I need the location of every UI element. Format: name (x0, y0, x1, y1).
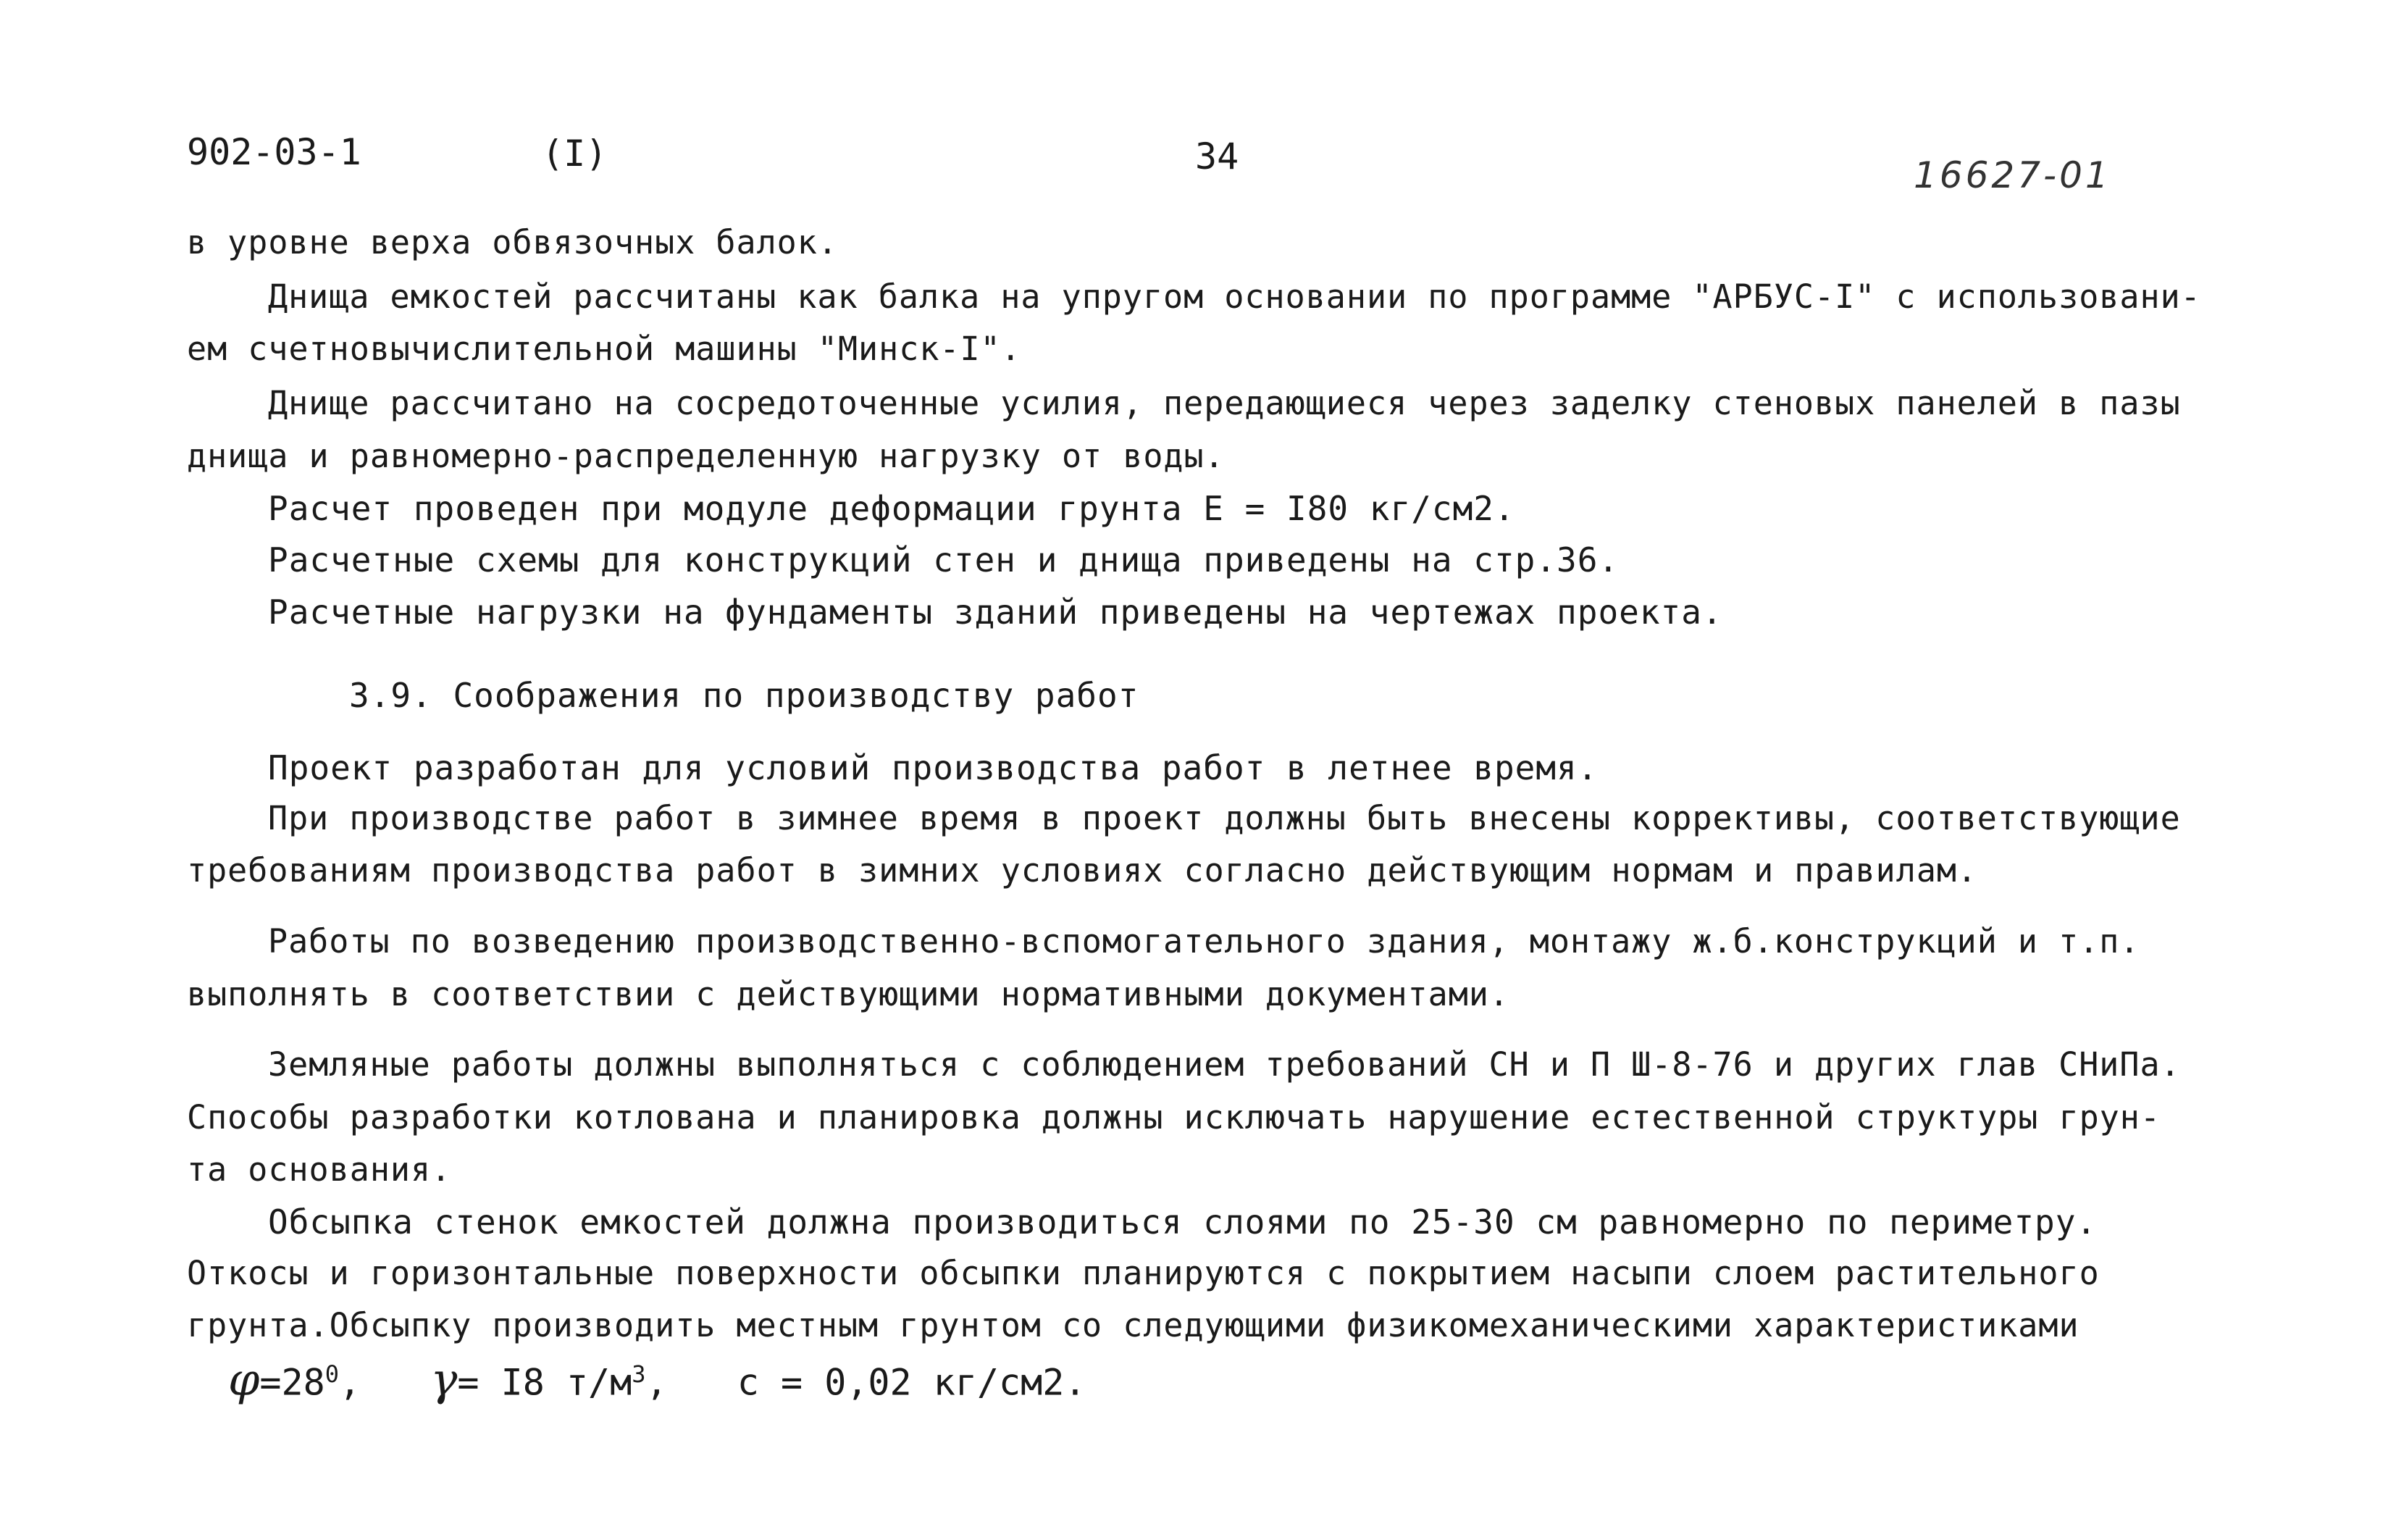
phi-symbol: φ (228, 1352, 260, 1406)
series-number: (I) (542, 133, 608, 175)
gamma-symbol: γ (430, 1352, 458, 1406)
phi-tail: , (339, 1361, 361, 1404)
page-number: 34 (1195, 135, 1239, 177)
gamma-value: = I8 т/м (457, 1361, 632, 1404)
inventory-number: 16627-01 (1914, 154, 2111, 196)
cohesion-value: с = 0,02 кг/см2. (737, 1361, 1086, 1404)
text-line: Расчетные схемы для конструкций стен и днища приведены на стр.36. (268, 540, 1620, 579)
text-line: Расчет проведен при модуле деформации грунта Е = I80 кг/см2. (268, 489, 1515, 528)
text-line: Днище рассчитано на сосредоточенные усилия, передающиеся через заделку стеновых панелей в пазы (268, 384, 2181, 422)
text-line: Днища емкостей рассчитаны как балка на упругом основании по программе "АРБУС-I" с использовани- (268, 277, 2201, 316)
text-line: грунта.Обсыпку производить местным грунтом со следующими физикомеханическими характеристиками (187, 1306, 2079, 1344)
text-line: Работы по возведению производственно-вспомогательного здания, монтажу ж.б.конструкций и т.п. (268, 922, 2140, 961)
section-heading: 3.9. Соображения по производству работ (349, 676, 1139, 715)
text-line: Земляные работы должны выполняться с соблюдением требований СН и П Ш-8-76 и других глав СНиПа. (268, 1045, 2181, 1084)
document-code: 902-03-1 (187, 131, 361, 173)
gamma-exponent: 3 (632, 1360, 646, 1388)
text-line: в уровне верха обвязочных балок. (187, 223, 838, 261)
text-line: ем счетновычислительной машины "Минск-I". (187, 330, 1021, 368)
text-line: При производстве работ в зимнее время в проект должны быть внесены коррективы, соответствующие (268, 799, 2181, 837)
phi-degree: 0 (324, 1360, 339, 1388)
text-line: Обсыпка стенок емкостей должна производиться слоями по 25-30 см равномерно по периметру. (268, 1202, 2098, 1242)
gamma-tail: , (645, 1361, 668, 1404)
text-line: Расчетные нагрузки на фундаменты зданий приведены на чертежах проекта. (268, 593, 1723, 632)
text-line: та основания. (187, 1150, 452, 1189)
text-line: выполнять в соответствии с действующими нормативными документами. (187, 975, 1509, 1013)
soil-characteristics-formula (228, 1349, 1086, 1408)
text-line: требованиям производства работ в зимних условиях согласно действующим нормам и правилам. (187, 851, 1978, 890)
text-line: днища и равномерно-распределенную нагрузку от воды. (187, 437, 1225, 475)
text-line: Проект разработан для условий производства работ в летнее время. (268, 748, 1599, 787)
text-line: Способы разработки котлована и планировка должны исключать нарушение естественной структуры грун- (187, 1098, 2161, 1137)
text-line: Откосы и горизонтальные поверхности обсыпки планируются с покрытием насыпи слоем растительного (187, 1254, 2100, 1292)
phi-value: =28 (259, 1361, 325, 1404)
